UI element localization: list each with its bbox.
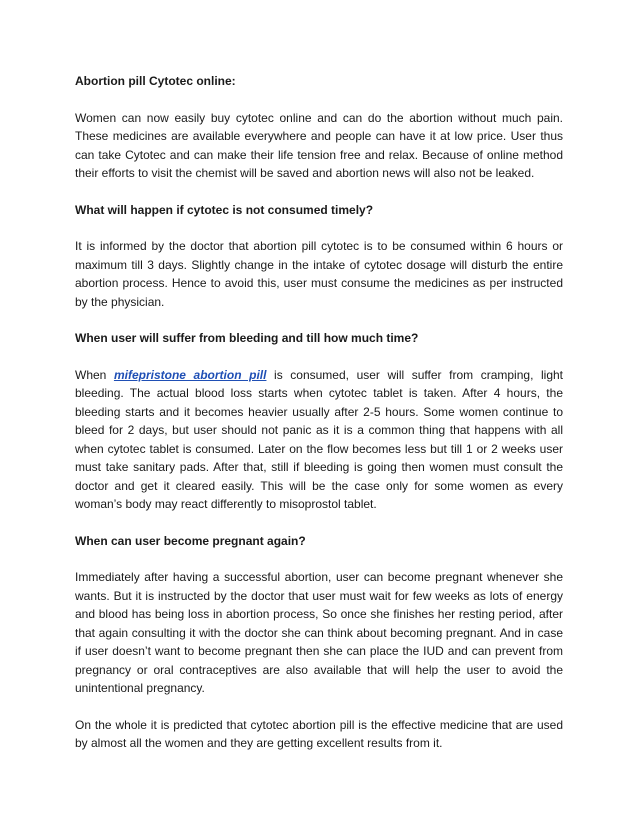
document-page [75,72,563,771]
conclusion-paragraph: On the whole it is predicted that cytotec abortion pill is the effective medicine that are used by almost all the women and they are getting excellent results from it. [75,717,563,750]
section-heading: When user will suffer from bleeding and till how much time? [75,331,419,345]
section-paragraph: It is informed by the doctor that abortion pill cytotec is to be consumed within 6 hours or maximum till 3 days. Slightly change in the intake of cytotec dosage will disturb the entire abortion process. Hence to avoid this, user must consume the medicines as per instructed by the physician. [75,239,563,309]
section-heading: Abortion pill Cytotec online: [75,74,236,88]
mifepristone-link[interactable]: mifepristone abortion pill [113,367,267,382]
section-heading: When can user become pregnant again? [75,533,306,548]
paragraph-suffix: is consumed, user will suffer from cramping, light bleeding. The actual blood loss starts when cytotec tablet is taken. After 4 hours, the bleeding starts and it becomes heavier usually after 2-5 hours. Some women continue to bleed for 2 days, but user should not panic as it is a common thing that happens with all when cytotec tablet is consumed. Later on the flow becomes less but till 1 or 2 weeks user must take sanitary pads. After that, still if bleeding is going then women must consult the doctor and get it cleared easily. This will be the case only for some women as every woman’s body may react differently to misoprostol tablet. [75,367,563,511]
section-paragraph [75,366,563,514]
section-heading: What will happen if cytotec is not consumed timely? [75,202,374,217]
section-paragraph: Women can now easily buy cytotec online and can do the abortion without much pain. These medicines are available everywhere and people can have it at low price. User thus can take Cytotec and can make their life tension free and relax. Because of online method their efforts to visit the chemist will be saved and abortion news will also not be leaked. [75,110,563,180]
paragraph-prefix: When [75,367,114,382]
section-paragraph: Immediately after having a successful abortion, user can become pregnant whenever she wants. But it is instructed by the doctor that user must wait for few weeks as lots of energy and blood has being loss in abortion process, So once she finishes her resting period, after that again consulting it with the doctor she can think about becoming pregnant. And in case if user doesn’t want to become pregnant then she can place the IUD and can prevent from pregnancy or oral contraceptives are also available that will help the user to avoid the unintentional pregnancy. [75,570,563,695]
